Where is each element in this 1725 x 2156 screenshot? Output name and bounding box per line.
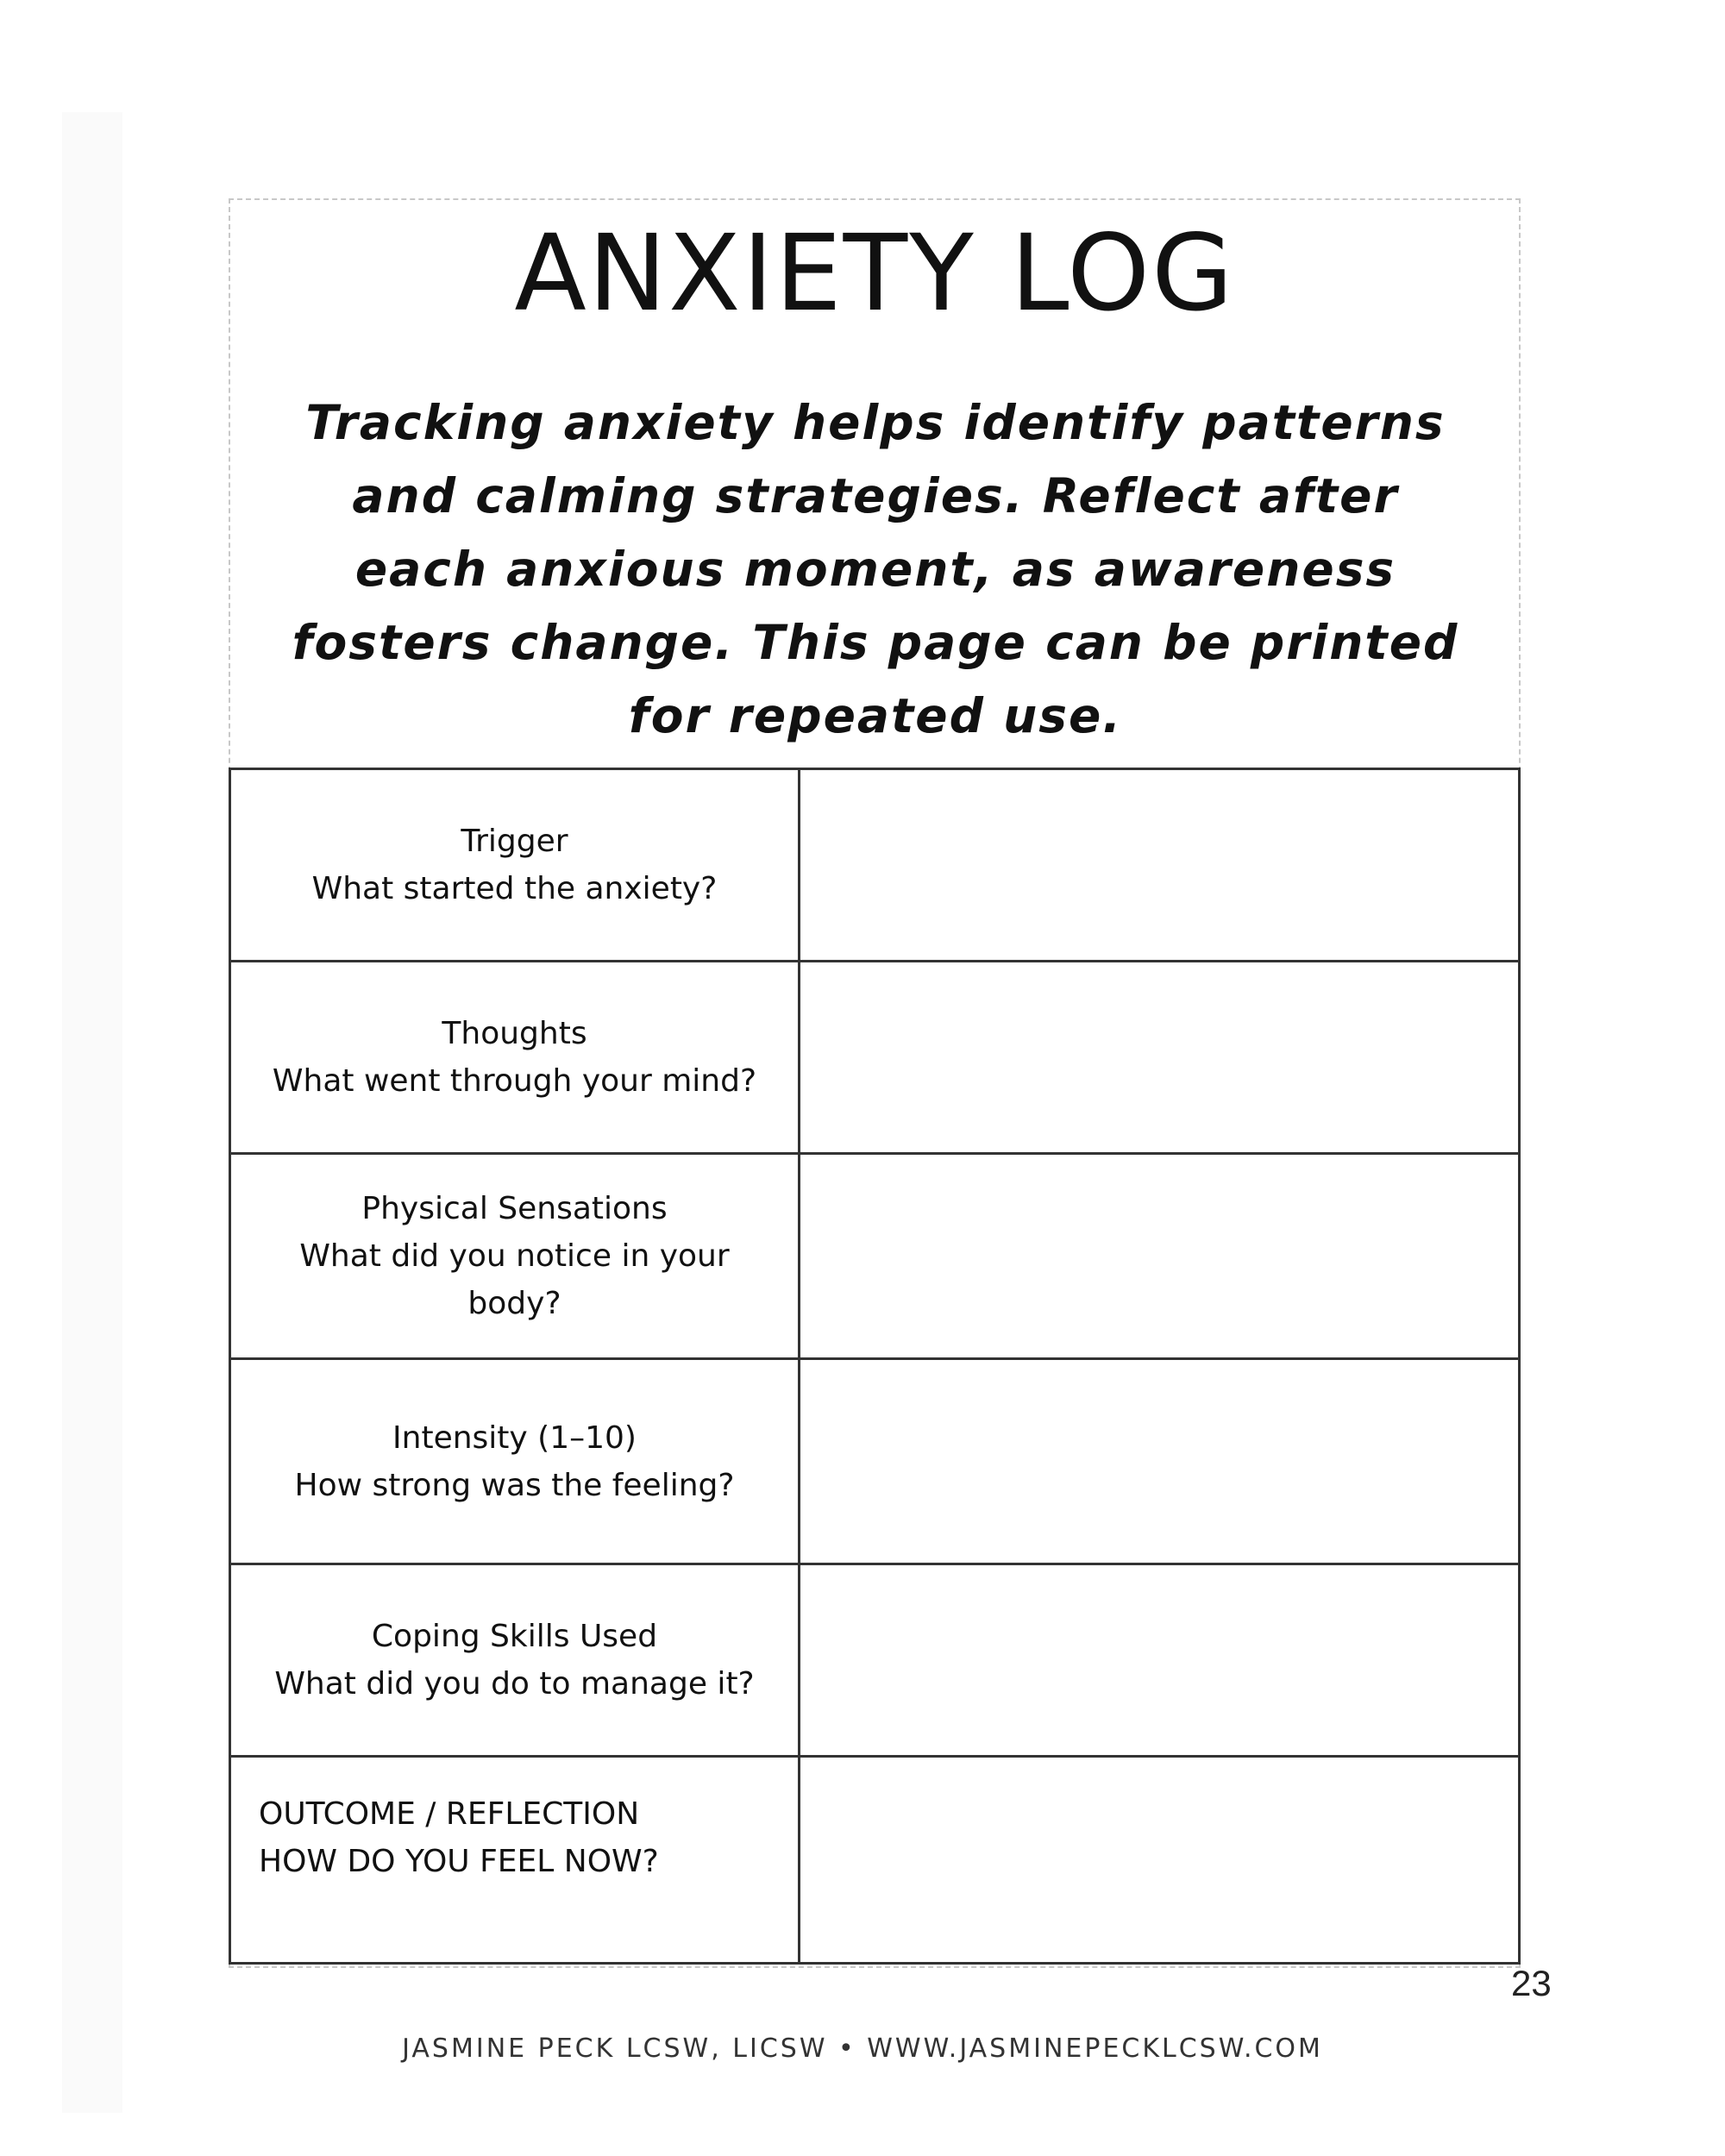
table-row: [230, 962, 1520, 1154]
intro-text: Tracking anxiety helps identify patterns and calming strategies. Reflect after each anxious moment, as awareness fosters change. This page can be printed for repeated use.: [292, 395, 1459, 743]
row-title: Trigger: [461, 824, 568, 859]
page-shadow: [62, 112, 122, 2113]
write-area-thoughts[interactable]: [800, 962, 1520, 1154]
row-title: Intensity (1–10): [392, 1420, 637, 1456]
row-label-trigger: [230, 769, 800, 962]
page-number: 23: [1511, 1963, 1552, 2003]
write-area-trigger[interactable]: [800, 769, 1520, 962]
anxiety-log-table: [229, 768, 1521, 1965]
row-label-outcome: [230, 1757, 800, 1964]
row-question: What did you do to manage it?: [274, 1666, 755, 1702]
table-row: [230, 1359, 1520, 1564]
row-question: What did you notice in your body?: [299, 1238, 730, 1321]
row-label-intensity: [230, 1359, 800, 1564]
row-title: OUTCOME / REFLECTION: [259, 1796, 640, 1832]
footer-credit: JASMINE PECK LCSW, LICSW • WWW.JASMINEPECKLCSW.COM: [402, 2034, 1323, 2064]
write-area-intensity[interactable]: [800, 1359, 1520, 1564]
write-area-physical-sensations[interactable]: [800, 1154, 1520, 1359]
row-title: Thoughts: [442, 1016, 587, 1051]
write-area-coping-skills[interactable]: [800, 1564, 1520, 1757]
row-title: Physical Sensations: [361, 1191, 668, 1226]
table-row: [230, 1154, 1520, 1359]
outcome-label-wrapper: [259, 1758, 798, 1885]
write-area-outcome[interactable]: [800, 1757, 1520, 1964]
row-question: What went through your mind?: [272, 1063, 757, 1099]
row-title: Coping Skills Used: [371, 1619, 658, 1654]
row-label-physical-sensations: [230, 1154, 800, 1359]
row-question: What started the anxiety?: [311, 871, 718, 906]
page-title: ANXIETY LOG: [514, 212, 1235, 335]
table-row: [230, 1757, 1520, 1964]
row-question: HOW DO YOU FEEL NOW?: [259, 1844, 659, 1879]
table-row: [230, 769, 1520, 962]
row-label-coping-skills: [230, 1564, 800, 1757]
row-question: How strong was the feeling?: [294, 1467, 735, 1503]
row-label-thoughts: [230, 962, 800, 1154]
table-row: [230, 1564, 1520, 1757]
